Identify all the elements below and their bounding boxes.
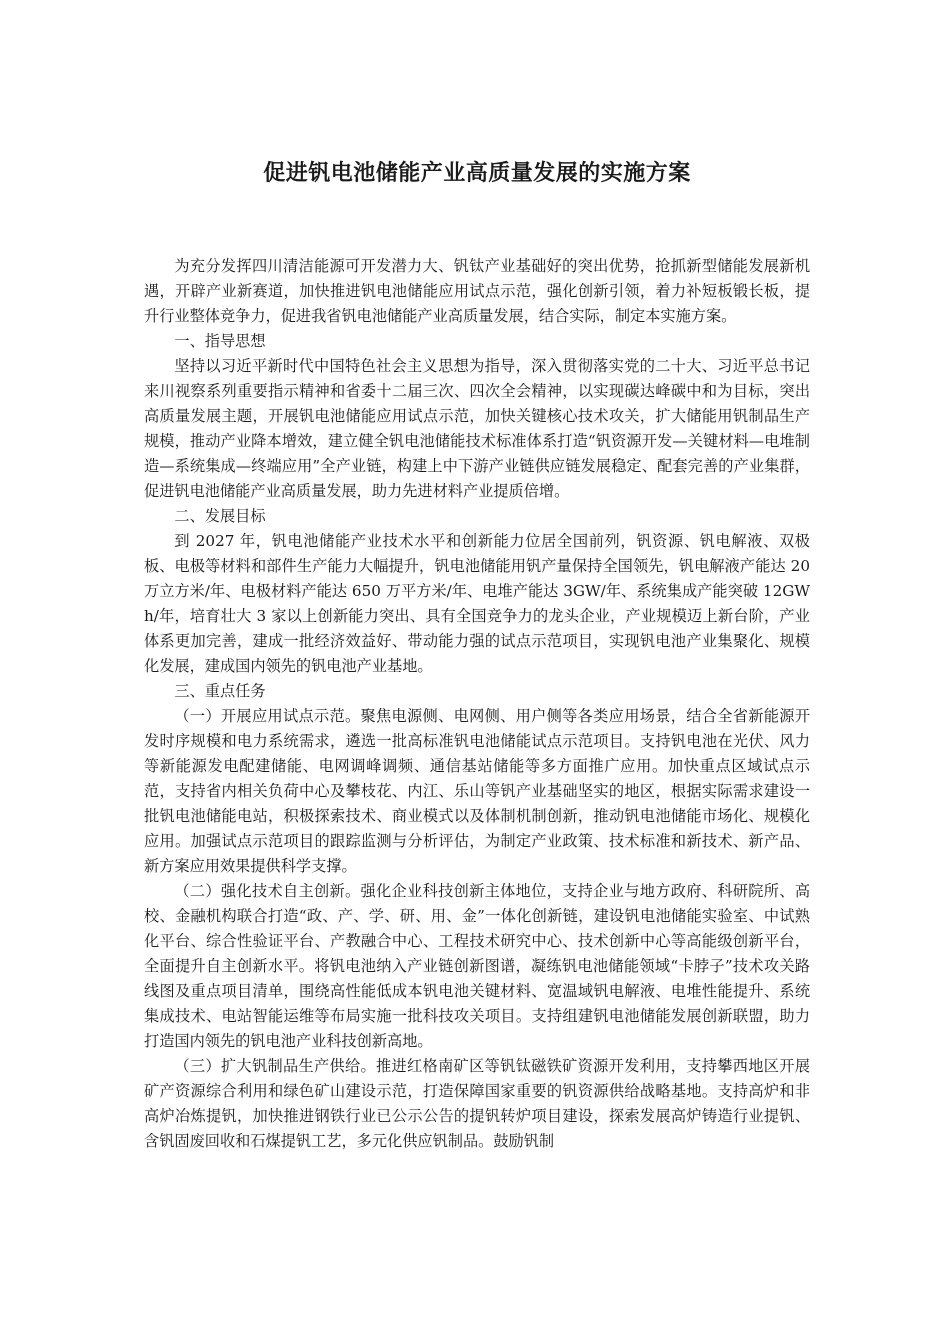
section-paragraph: 坚持以习近平新时代中国特色社会主义思想为指导，深入贯彻落实党的二十大、习近平总书记来川视察系列重要指示精神和省委十二届三次、四次全会精神，以实现碳达峰碳中和为目标，突出高质量发展主题，开展钒电池储能应用试点示范，加快关键核心技术攻关，扩大储能用钒制品生产规模，推动产业降本增效，建立健全钒电池储能技术标准体系打造“钒资源开发—关键材料—电堆制造—系统集成—终端应用”全产业链，构建上中下游产业链供应链发展稳定、配套完善的产业集群，促进钒电池储能产业高质量发展，助力先进材料产业提质倍增。: [144, 357, 810, 500]
intro-paragraph: 为充分发挥四川清洁能源可开发潜力大、钒钛产业基础好的突出优势，抢抓新型储能发展新机遇，开辟产业新赛道，加快推进钒电池储能应用试点示范，强化创新引领，着力补短板锻长板，提升行业整体竞争力，促进我省钒电池储能产业高质量发展，结合实际，制定本实施方案。: [144, 257, 810, 325]
section-heading-key-tasks: 三、重点任务: [174, 682, 266, 700]
section-paragraph: （二）强化技术自主创新。强化企业科技创新主体地位，支持企业与地方政府、科研院所、高校、金融机构联合打造“政、产、学、研、用、金”一体化创新链，建设钒电池储能实验室、中试熟化平台、综合性验证平台、产教融合中心、工程技术研究中心、技术创新中心等高能级创新平台，全面提升自主创新水平。将钒电池纳入产业链创新图谱，凝练钒电池储能领域“卡脖子”技术攻关路线图及重点项目清单，围绕高性能低成本钒电池关键材料、宽温域钒电解液、电堆性能提升、系统集成技术、电站智能运维等布局实施一批科技攻关项目。支持组建钒电池储能发展创新联盟，助力打造国内领先的钒电池产业科技创新高地。: [144, 882, 810, 1050]
document-title: 促进钒电池储能产业高质量发展的实施方案: [263, 161, 691, 186]
section-paragraph: 到 2027 年，钒电池储能产业技术水平和创新能力位居全国前列，钒资源、钒电解液、双极板、电极等材料和部件生产能力大幅提升，钒电池储能用钒产量保持全国领先，钒电解液产能达 20 万立方米/年、电极材料产能达 650 万平方米/年、电堆产能达 3GW/年、系统集成产能突破 12GWh/年，培育壮大 3 家以上创新能力突出、具有全国竞争力的龙头企业，产业规模迈上新台阶，产业体系更加完善，建成一批经济效益好、带动能力强的试点示范项目，实现钒电池产业集聚化、规模化发展，建成国内领先的钒电池产业基地。: [144, 532, 810, 675]
section-heading-guiding-ideology: 一、指导思想: [174, 332, 266, 350]
section-paragraph: （一）开展应用试点示范。聚焦电源侧、电网侧、用户侧等各类应用场景，结合全省新能源开发时序规模和电力系统需求，遴选一批高标准钒电池储能试点示范项目。支持钒电池在光伏、风力等新能源发电配建储能、电网调峰调频、通信基站储能等多方面推广应用。加快重点区域试点示范，支持省内相关负荷中心及攀枝花、内江、乐山等钒产业基础坚实的地区，根据实际需求建设一批钒电池储能电站，积极探索技术、商业模式以及体制机制创新，推动钒电池储能市场化、规模化应用。加强试点示范项目的跟踪监测与分析评估，为制定产业政策、技术标准和新技术、新产品、新方案应用效果提供科学支撑。: [144, 707, 810, 875]
section-heading-development-goals: 二、发展目标: [174, 507, 266, 525]
section-paragraph: （三）扩大钒制品生产供给。推进红格南矿区等钒钛磁铁矿资源开发利用，支持攀西地区开展矿产资源综合利用和绿色矿山建设示范，打造保障国家重要的钒资源供给战略基地。支持高炉和非高炉冶炼提钒，加快推进钢铁行业已公示公告的提钒转炉项目建设，探索发展高炉铸造行业提钒、含钒固废回收和石煤提钒工艺，多元化供应钒制品。鼓励钒制: [144, 1057, 810, 1150]
